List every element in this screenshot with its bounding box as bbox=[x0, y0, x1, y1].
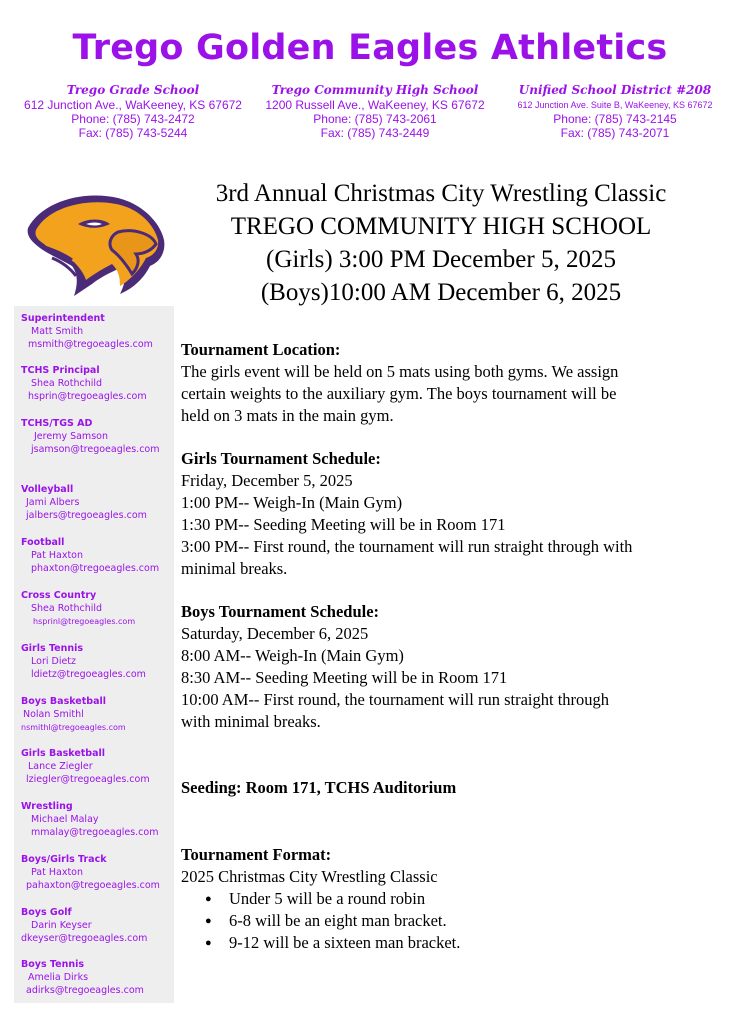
schedule-line: 1:00 PM-- Weigh-In (Main Gym) bbox=[181, 493, 403, 512]
staff-name: Jeremy Samson bbox=[34, 431, 108, 442]
staff-role: Girls Basketball bbox=[21, 748, 106, 759]
school-info-grade-school bbox=[18, 82, 248, 140]
section-heading: Tournament Location: bbox=[181, 340, 341, 359]
schedule-line: 1:30 PM-- Seeding Meeting will be in Room 171 bbox=[181, 515, 506, 534]
staff-role: Boys/Girls Track bbox=[21, 854, 107, 865]
staff-entry-volleyball bbox=[21, 483, 176, 522]
staff-entry-athletic-director bbox=[21, 417, 176, 456]
staff-role: Volleyball bbox=[21, 484, 74, 495]
event-girls-start: (Girls) 3:00 PM December 5, 2025 bbox=[266, 246, 616, 273]
school-name: Trego Grade School bbox=[66, 83, 200, 97]
list-item: ● 6-8 will be an eight man bracket. bbox=[181, 910, 711, 932]
golden-eagle-icon bbox=[22, 188, 168, 300]
school-phone: Phone: (785) 743-2472 bbox=[71, 112, 195, 126]
staff-email[interactable]: mmalay@tregoeagles.com bbox=[31, 827, 159, 838]
staff-email[interactable]: lziegler@tregoeagles.com bbox=[26, 774, 150, 785]
school-fax: Fax: (785) 743-5244 bbox=[78, 126, 188, 140]
schedule-line: 8:30 AM-- Seeding Meeting will be in Room 171 bbox=[181, 668, 508, 687]
staff-email[interactable]: phaxton@tregoeagles.com bbox=[31, 563, 160, 574]
staff-role: Superintendent bbox=[21, 313, 105, 324]
staff-role: Girls Tennis bbox=[21, 643, 84, 654]
schedule-line: Friday, December 5, 2025 bbox=[181, 471, 353, 490]
staff-entry-girls-basketball bbox=[21, 747, 176, 786]
staff-entry-boys-tennis bbox=[21, 958, 176, 997]
staff-email[interactable]: jalbers@tregoeagles.com bbox=[26, 510, 147, 521]
staff-role: Wrestling bbox=[21, 801, 73, 812]
school-phone: Phone: (785) 743-2061 bbox=[313, 112, 437, 126]
schedule-line: 8:00 AM-- Weigh-In (Main Gym) bbox=[181, 646, 404, 665]
school-address: 1200 Russell Ave., WaKeeney, KS 67672 bbox=[265, 98, 485, 112]
section-heading: Boys Tournament Schedule: bbox=[181, 602, 380, 621]
staff-entry-girls-tennis bbox=[21, 642, 176, 681]
school-name: Unified School District #208 bbox=[518, 83, 712, 97]
staff-email[interactable]: jsamson@tregoeagles.com bbox=[31, 444, 160, 455]
staff-entry-football bbox=[21, 536, 176, 575]
list-item: ● 9-12 will be a sixteen man bracket. bbox=[181, 932, 711, 954]
tournament-location-section bbox=[181, 339, 711, 427]
staff-email[interactable]: pahaxton@tregoeagles.com bbox=[26, 880, 160, 891]
event-title: 3rd Annual Christmas City Wrestling Classic bbox=[215, 180, 667, 207]
schedule-line: with minimal breaks. bbox=[181, 712, 321, 731]
event-venue: TREGO COMMUNITY HIGH SCHOOL bbox=[230, 213, 652, 240]
seeding-info: Seeding: Room 171, TCHS Auditorium bbox=[181, 778, 457, 797]
staff-name: Lori Dietz bbox=[31, 656, 77, 667]
staff-name: Jami Albers bbox=[26, 497, 80, 508]
schedule-line: minimal breaks. bbox=[181, 559, 288, 578]
school-info-district bbox=[500, 82, 730, 140]
staff-name: Lance Ziegler bbox=[28, 761, 93, 772]
format-subtitle: 2025 Christmas City Wrestling Classic bbox=[181, 867, 438, 886]
school-fax: Fax: (785) 743-2071 bbox=[560, 126, 670, 140]
schedule-line: 3:00 PM-- First round, the tournament will run straight through with bbox=[181, 537, 633, 556]
girls-schedule-section bbox=[181, 448, 711, 580]
staff-role: TCHS/TGS AD bbox=[21, 418, 93, 429]
staff-name: Michael Malay bbox=[31, 814, 99, 825]
staff-role: Boys Basketball bbox=[21, 696, 106, 707]
schedule-line: 10:00 AM-- First round, the tournament will run straight through bbox=[181, 690, 610, 709]
school-info-high-school bbox=[260, 82, 490, 140]
staff-entry-cross-country bbox=[21, 589, 176, 628]
school-fax: Fax: (785) 743-2449 bbox=[320, 126, 430, 140]
school-address: 612 Junction Ave., WaKeeney, KS 67672 bbox=[24, 98, 242, 112]
staff-email[interactable]: nsmithl@tregoeagles.com bbox=[21, 723, 126, 732]
staff-email[interactable]: dkeyser@tregoeagles.com bbox=[21, 933, 148, 944]
format-list bbox=[181, 888, 711, 954]
staff-role: TCHS Principal bbox=[21, 365, 100, 376]
school-name: Trego Community High School bbox=[271, 83, 479, 97]
staff-name: Amelia Dirks bbox=[28, 972, 89, 983]
staff-name: Nolan Smithl bbox=[23, 709, 84, 720]
school-phone: Phone: (785) 743-2145 bbox=[553, 112, 677, 126]
staff-email[interactable]: hsprin@tregoeagles.com bbox=[28, 391, 147, 402]
event-heading bbox=[181, 177, 701, 309]
schedule-line: Saturday, December 6, 2025 bbox=[181, 624, 369, 643]
staff-email[interactable]: hsprinl@tregoeagles.com bbox=[33, 617, 136, 626]
list-item: ● Under 5 will be a round robin bbox=[181, 888, 711, 910]
staff-name: Shea Rothchild bbox=[31, 603, 103, 614]
location-line: certain weights to the auxiliary gym. The boys tournament will be bbox=[181, 384, 617, 403]
staff-directory-sidebar bbox=[14, 306, 174, 1003]
staff-role: Boys Tennis bbox=[21, 959, 85, 970]
staff-email[interactable]: msmith@tregoeagles.com bbox=[28, 339, 153, 350]
page-title: Trego Golden Eagles Athletics bbox=[72, 28, 668, 68]
section-heading: Tournament Format: bbox=[181, 845, 332, 864]
staff-name: Matt Smith bbox=[31, 326, 84, 337]
staff-entry-track bbox=[21, 853, 176, 892]
location-line: The girls event will be held on 5 mats using both gyms. We assign bbox=[181, 362, 619, 381]
staff-email[interactable]: ldietz@tregoeagles.com bbox=[31, 669, 146, 680]
staff-name: Darin Keyser bbox=[31, 920, 92, 931]
staff-entry-boys-basketball bbox=[21, 695, 176, 734]
staff-role: Cross Country bbox=[21, 590, 97, 601]
staff-entry-superintendent bbox=[21, 312, 176, 351]
tournament-format-section bbox=[181, 844, 711, 954]
staff-entry-tchs-principal bbox=[21, 364, 176, 403]
staff-entry-boys-golf bbox=[21, 906, 176, 945]
staff-name: Shea Rothchild bbox=[31, 378, 103, 389]
staff-email[interactable]: adirks@tregoeagles.com bbox=[26, 985, 144, 996]
school-address: 612 Junction Ave. Suite B, WaKeeney, KS 67672 bbox=[517, 100, 713, 110]
location-line: held on 3 mats in the main gym. bbox=[181, 406, 394, 425]
staff-entry-wrestling bbox=[21, 800, 176, 839]
staff-role: Football bbox=[21, 537, 65, 548]
staff-name: Pat Haxton bbox=[31, 550, 84, 561]
event-boys-start: (Boys)10:00 AM December 6, 2025 bbox=[260, 279, 622, 306]
staff-role: Boys Golf bbox=[21, 907, 72, 918]
staff-name: Pat Haxton bbox=[31, 867, 84, 878]
boys-schedule-section bbox=[181, 601, 711, 733]
section-heading: Girls Tournament Schedule: bbox=[181, 449, 381, 468]
